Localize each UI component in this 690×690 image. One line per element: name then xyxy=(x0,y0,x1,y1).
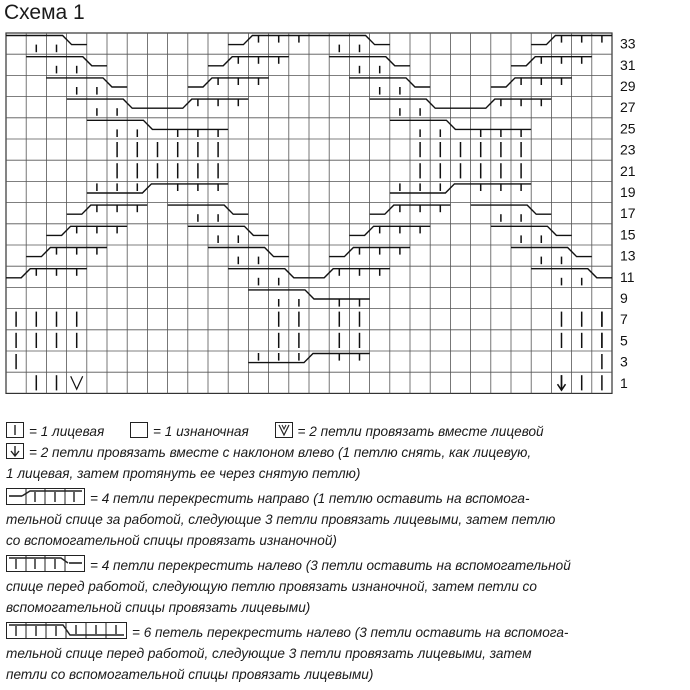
row-number: 13 xyxy=(620,247,636,264)
legend-knit: = 1 лицевая xyxy=(29,424,105,439)
row-number: 11 xyxy=(620,268,635,285)
legend-ssk-line-1: = 2 петли провязать вместе с наклоном влево (1 петлю снять, как лицевую, xyxy=(29,445,532,460)
row-number: 31 xyxy=(620,56,636,73)
legend-cross-right-line-2: тельной спице за работой, следующие 3 петли провязать лицевыми, затем петлю xyxy=(6,512,556,527)
row-number: 1 xyxy=(620,374,628,391)
ssk-symbol xyxy=(6,443,25,459)
legend-cross-right-line-1: = 4 петли перекрестить направо (1 петлю оставить на вспомога- xyxy=(90,491,530,506)
cross-left-4-symbol xyxy=(6,555,86,573)
legend-cross-left-4-line-3: вспомогательной спицы провязать лицевыми) xyxy=(6,600,311,615)
row-number: 27 xyxy=(620,99,636,116)
row-number: 5 xyxy=(620,332,628,349)
legend-ssk-line-2: 1 лицевая, затем протянуть ее через снятую петлю) xyxy=(6,466,361,481)
legend-cross-left-6-line-3: петли со вспомогательной спицы провязать лицевыми) xyxy=(6,667,374,682)
row-number: 33 xyxy=(620,35,636,52)
legend-row-cross-left-4 xyxy=(6,555,571,577)
legend-cross-left-6-line-2: тельной спице перед работой, следующие 3 петли провязать лицевыми, затем xyxy=(6,646,532,661)
row-number: 15 xyxy=(620,226,636,243)
row-number: 7 xyxy=(620,311,628,328)
legend-cross-left-6-line-1: = 6 петель перекрестить налево (3 петли оставить на вспомога- xyxy=(132,625,569,640)
purl-symbol xyxy=(130,422,149,438)
row-number: 23 xyxy=(620,141,636,158)
row-number: 21 xyxy=(620,162,636,179)
k2tog-symbol xyxy=(275,422,294,438)
row-number: 17 xyxy=(620,205,636,222)
legend-row-2 xyxy=(6,442,531,464)
row-number: 25 xyxy=(620,120,636,137)
legend-row-cross-right xyxy=(6,488,529,510)
cross-right-4-symbol xyxy=(6,488,86,506)
legend-k2tog: = 2 петли провязать вместе лицевой xyxy=(297,424,544,439)
row-number: 3 xyxy=(620,353,628,370)
row-number-labels xyxy=(620,36,636,391)
legend-cross-left-4-line-2: спице перед работой, следующую петлю провязать изнаночной, затем петли со xyxy=(6,579,537,594)
legend-row-cross-left-6 xyxy=(6,622,568,644)
knit-symbol xyxy=(6,422,25,438)
chart-title: Схема 1 xyxy=(4,1,85,24)
legend-purl: = 1 изнаночная xyxy=(153,424,249,439)
row-number: 29 xyxy=(620,78,636,94)
row-number: 19 xyxy=(620,184,636,200)
legend-cross-left-4-line-1: = 4 петли перекрестить налево (3 петли оставить на вспомогательной xyxy=(90,558,571,573)
legend-cross-right-line-3: со вспомогательной спицы провязать изнаночной) xyxy=(6,533,337,548)
cross-left-6-symbol xyxy=(6,622,128,640)
legend-row-1 xyxy=(6,421,544,443)
row-number: 9 xyxy=(620,290,628,306)
